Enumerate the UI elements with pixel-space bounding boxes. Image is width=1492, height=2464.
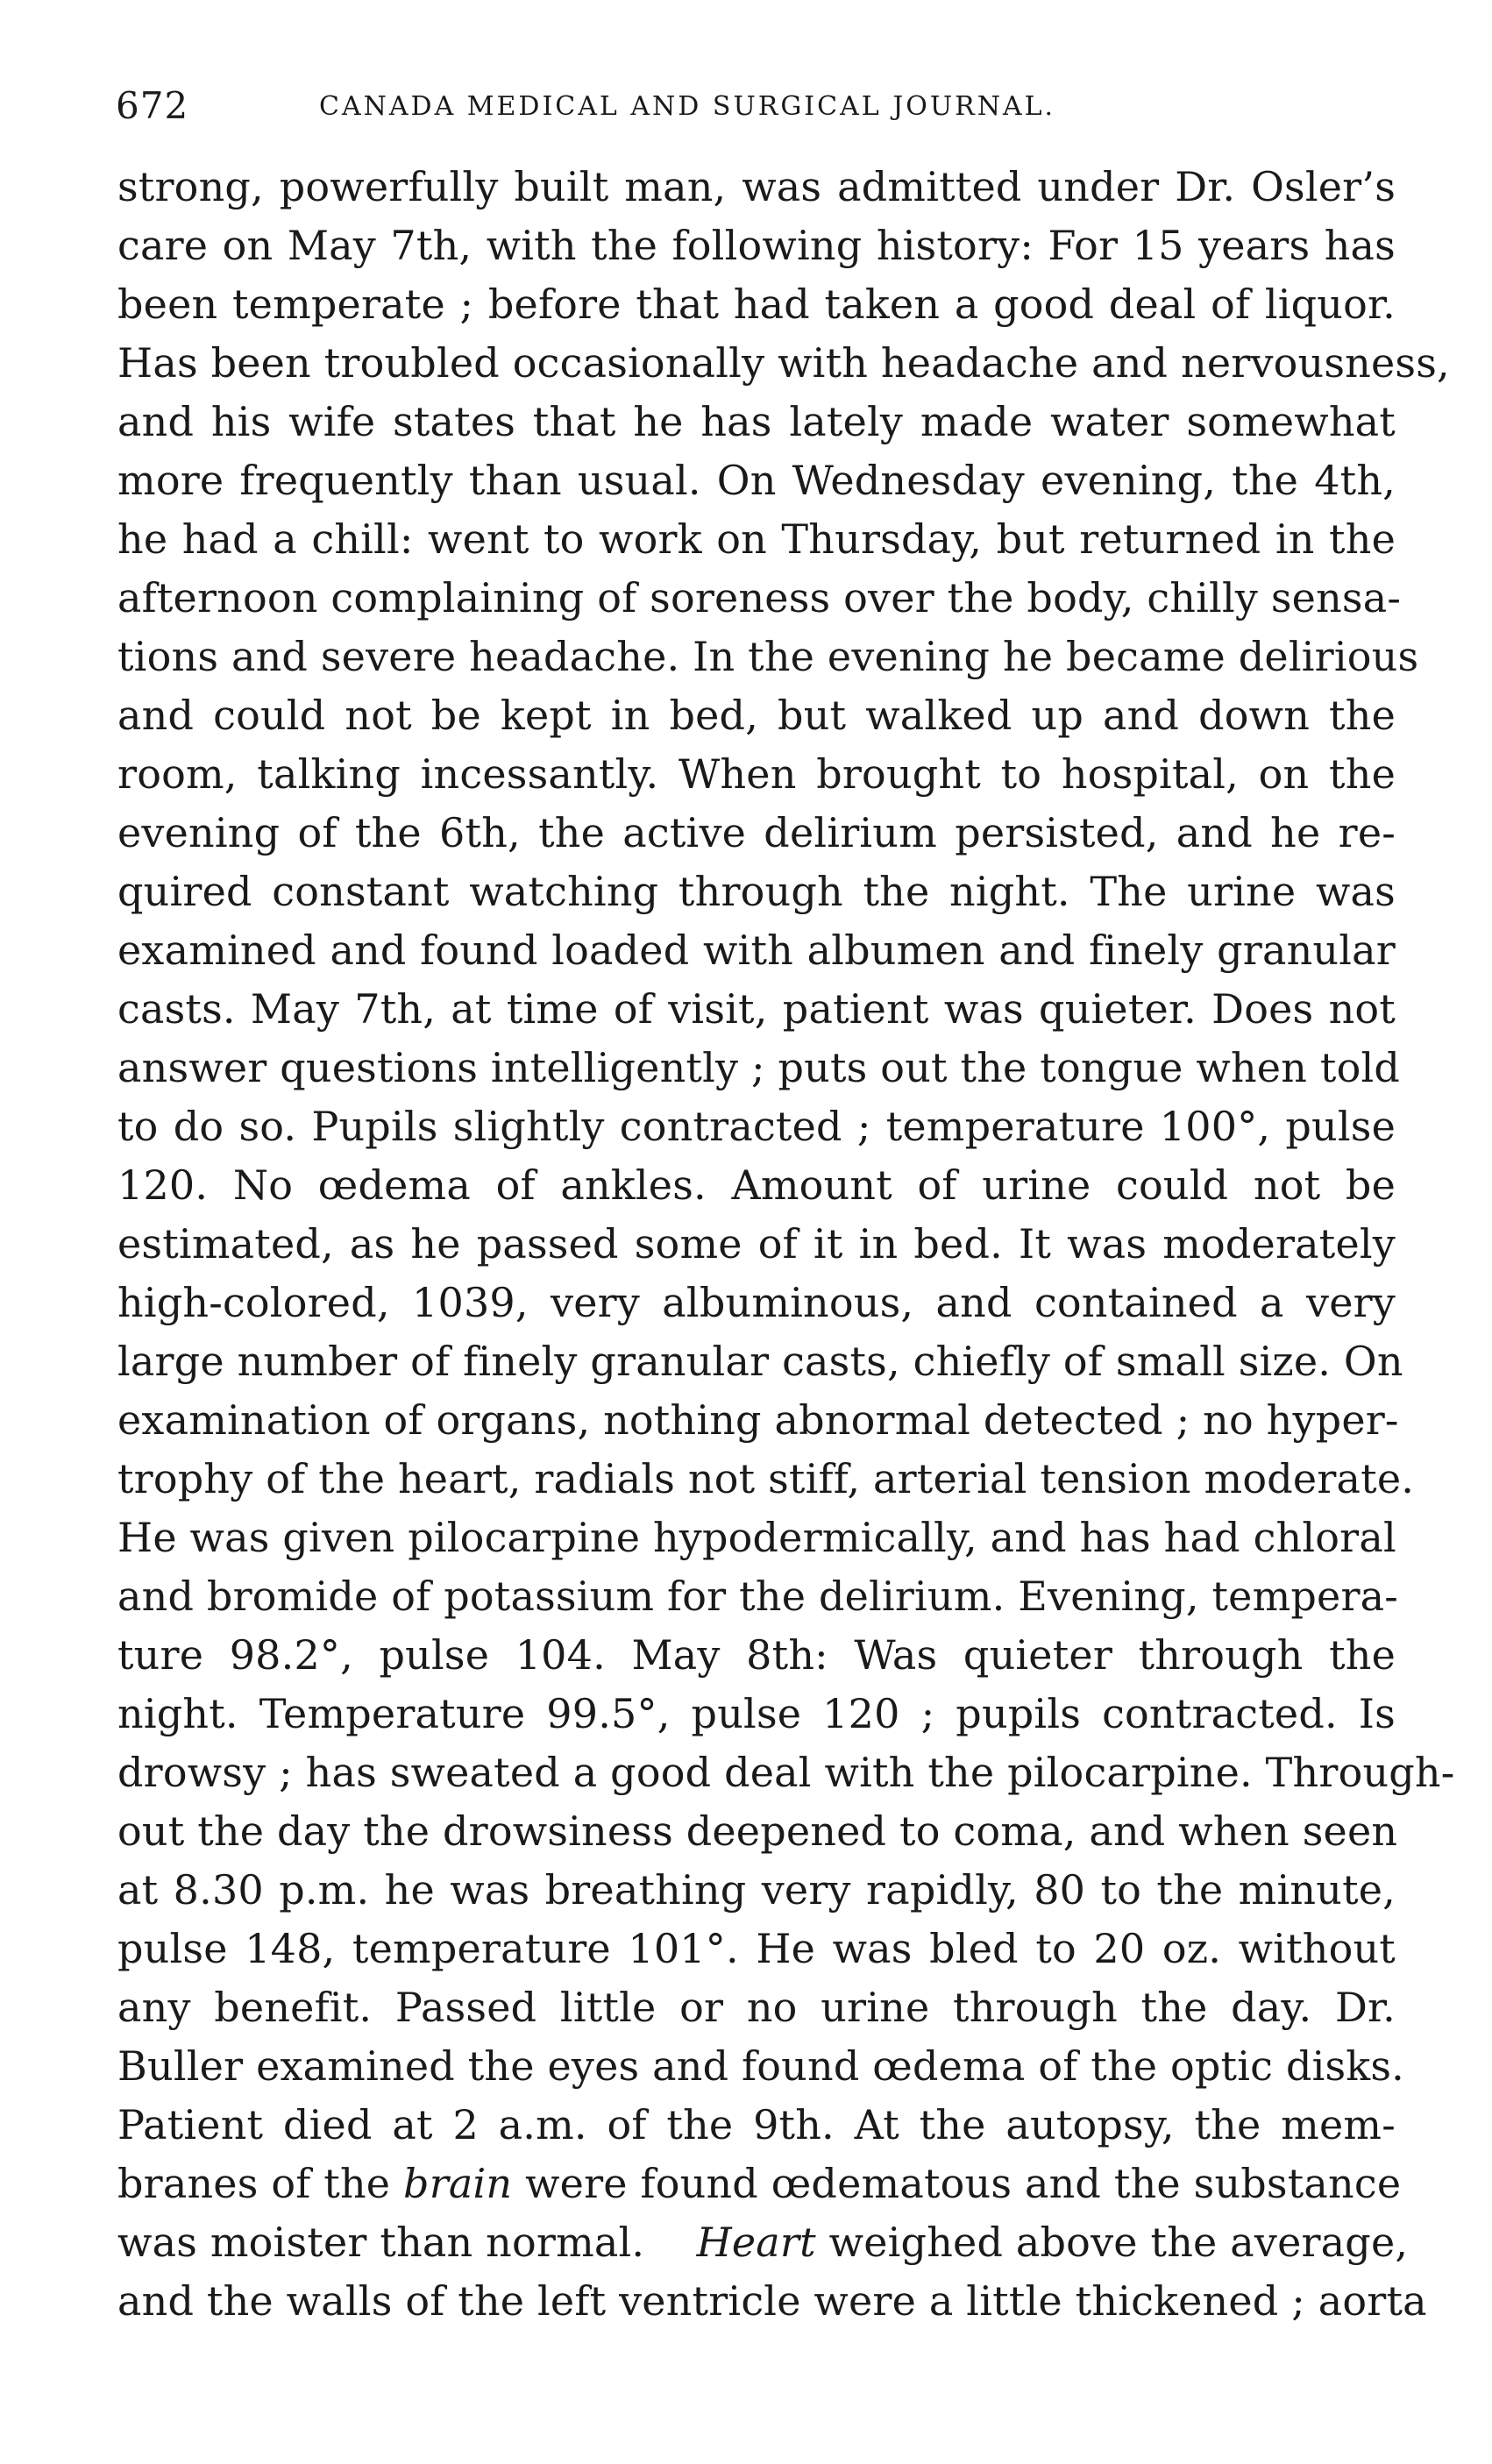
text-line bbox=[117, 2155, 1402, 2213]
italic-term-heart: Heart bbox=[696, 2219, 816, 2266]
text-line: and bromide of potassium for the delirium. Evening, tempera- bbox=[117, 1573, 1399, 1620]
text-line: trophy of the heart, radials not stiff, arterial tension moderate. bbox=[117, 1455, 1415, 1502]
text-line: ture 98.2°, pulse 104. May 8th: Was quieter through the bbox=[117, 1631, 1396, 1679]
text-line: drowsy ; has sweated a good deal with the pilocarpine. Through- bbox=[117, 1749, 1455, 1796]
text-line bbox=[117, 2213, 1409, 2272]
text-line: room, talking incessantly. When brought to hospital, on the bbox=[117, 750, 1396, 798]
text-line: high-colored, 1039, very albuminous, and contained a very bbox=[117, 1279, 1396, 1326]
text-line: examination of organs, nothing abnormal detected ; no hyper- bbox=[117, 1396, 1399, 1444]
text-line: night. Temperature 99.5°, pulse 120 ; pupils contracted. Is bbox=[117, 1690, 1396, 1737]
text-line: out the day the drowsiness deepened to coma, and when seen bbox=[117, 1807, 1398, 1855]
text-line: estimated, as he passed some of it in bed. It was moderately bbox=[117, 1220, 1396, 1268]
text-line: Patient died at 2 a.m. of the 9th. At the autopsy, the mem- bbox=[117, 2101, 1396, 2148]
text-line: tions and severe headache. In the evening he became delirious bbox=[117, 633, 1419, 680]
text-line: Has been troubled occasionally with headache and nervousness, bbox=[117, 339, 1450, 387]
text-line: casts. May 7th, at time of visit, patient was quieter. Does not bbox=[117, 985, 1396, 1033]
text-segment: branes of the bbox=[117, 2160, 404, 2207]
text-segment: weighed above the average, bbox=[815, 2219, 1409, 2266]
running-head: CANADA MEDICAL AND SURGICAL JOURNAL. bbox=[319, 91, 1056, 122]
text-line: been temperate ; before that had taken a good deal of liquor. bbox=[117, 280, 1396, 328]
text-line: answer questions intelligently ; puts out the tongue when told bbox=[117, 1044, 1401, 1091]
text-line: He was given pilocarpine hypodermically, and has had chloral bbox=[117, 1514, 1396, 1561]
text-line: to do so. Pupils slightly contracted ; temperature 100°, pulse bbox=[117, 1103, 1396, 1150]
page-number: 672 bbox=[116, 84, 189, 127]
text-line: strong, powerfully built man, was admitted under Dr. Osler’s bbox=[117, 163, 1396, 210]
text-line: examined and found loaded with albumen and finely granular bbox=[117, 927, 1396, 974]
text-segment: was moister than normal. bbox=[117, 2219, 645, 2266]
text-line: afternoon complaining of soreness over the body, chilly sensa- bbox=[117, 574, 1402, 621]
text-line: at 8.30 p.m. he was breathing very rapidly, 80 to the minute, bbox=[117, 1866, 1396, 1914]
text-line: pulse 148, temperature 101°. He was bled to 20 oz. without bbox=[117, 1925, 1396, 1972]
text-line: and could not be kept in bed, but walked up and down the bbox=[117, 692, 1396, 739]
text-line: care on May 7th, with the following history: For 15 years has bbox=[117, 222, 1396, 269]
text-line: and his wife states that he has lately made water somewhat bbox=[117, 398, 1396, 445]
text-line: he had a chill: went to work on Thursday, but returned in the bbox=[117, 515, 1396, 563]
text-line: more frequently than usual. On Wednesday evening, the 4th, bbox=[117, 457, 1396, 504]
italic-term-brain: brain bbox=[403, 2160, 513, 2207]
text-line: evening of the 6th, the active delirium persisted, and he re- bbox=[117, 809, 1396, 856]
text-line: 120. No œdema of ankles. Amount of urine could not be bbox=[117, 1161, 1396, 1209]
text-line: any benefit. Passed little or no urine through the day. Dr. bbox=[117, 1984, 1396, 2031]
body-text bbox=[117, 158, 1455, 2331]
text-line: Buller examined the eyes and found œdema of the optic disks. bbox=[117, 2042, 1405, 2090]
text-line: and the walls of the left ventricle were a little thickened ; aorta bbox=[117, 2277, 1427, 2325]
text-segment: were found œdematous and the substance bbox=[512, 2160, 1402, 2207]
text-line: quired constant watching through the night. The urine was bbox=[117, 868, 1396, 915]
text-line: large number of finely granular casts, chiefly of small size. On bbox=[117, 1338, 1403, 1385]
page-header bbox=[116, 84, 1396, 137]
